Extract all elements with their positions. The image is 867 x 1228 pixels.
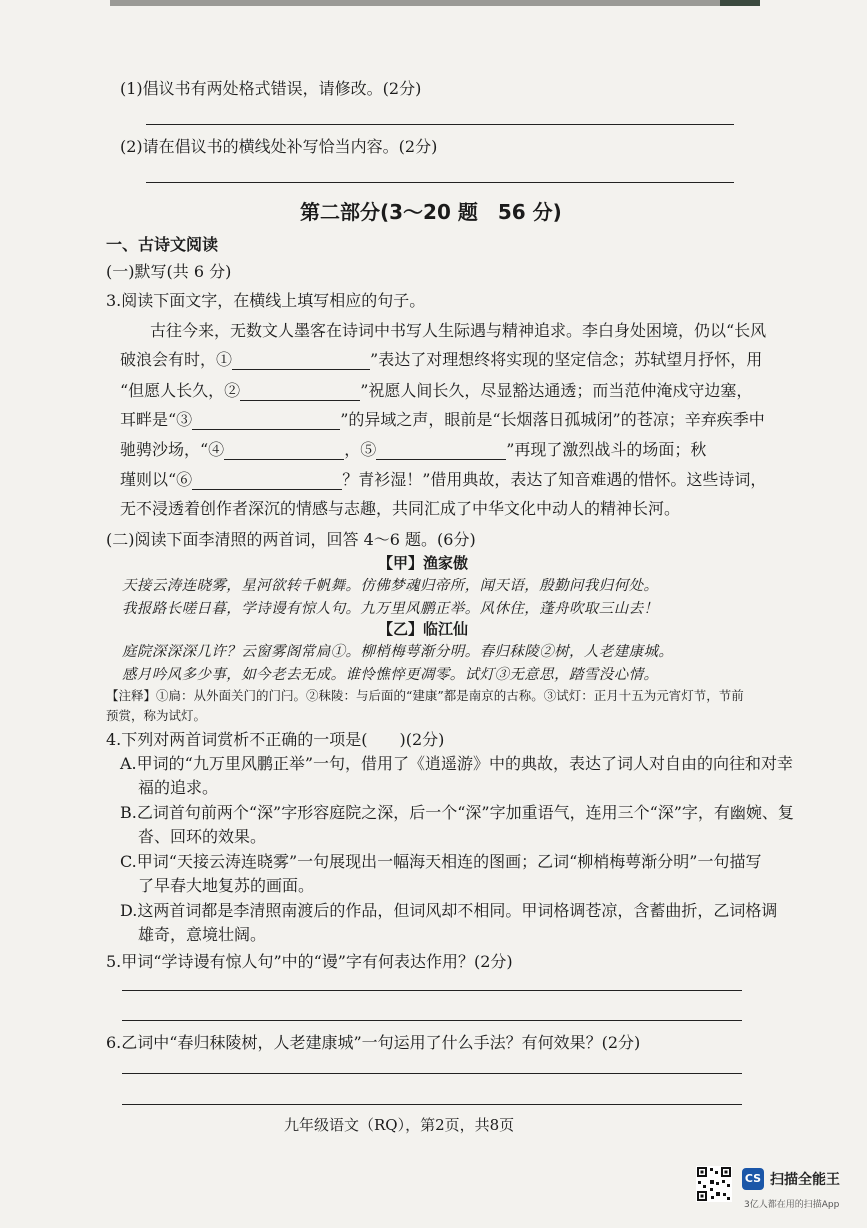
poem-line: 感月吟风多少事，如今老去无成。谁怜憔悴更凋零。试灯③无意思，踏雪没心情。: [122, 667, 659, 683]
fill-blank-6[interactable]: [192, 471, 342, 490]
answer-line[interactable]: [122, 990, 742, 991]
fill-blank-1[interactable]: [232, 351, 370, 370]
answer-line[interactable]: [122, 1104, 742, 1105]
answer-line[interactable]: [122, 1073, 742, 1074]
poem-line: 庭院深深深几许？云窗雾阁常扃①。柳梢梅萼渐分明。春归秣陵②树，人老建康城。: [122, 644, 674, 660]
poem-line: 天接云涛连晓雾，星河欲转千帆舞。仿佛梦魂归帝所，闻天语，殷勤问我归何处。: [122, 578, 659, 594]
poem-line: 我报路长嗟日暮，学诗谩有惊人句。九万里风鹏正举。风休住，蓬舟吹取三山去！: [122, 601, 659, 617]
option-b: 沓、回环的效果。: [138, 827, 267, 846]
brand-tagline: 3亿人都在用的扫描App: [744, 1200, 840, 1210]
passage-line: “但愿人长久，② ”祝愿人间长久，尽显豁达通透；而当范仲淹戍守边塞，: [120, 381, 753, 400]
poem-title: 【甲】渔家傲: [378, 554, 469, 572]
question-1-2: (2)请在倡议书的横线处补写恰当内容。(2分): [120, 137, 438, 156]
option-a: A.甲词的“九万里风鹏正举”一句，借用了《逍遥游》中的典故，表达了词人对自由的向往和对幸: [120, 754, 794, 773]
qr-code-icon: [696, 1166, 732, 1202]
option-a: 福的追求。: [138, 778, 219, 797]
fill-blank-3[interactable]: [192, 411, 340, 430]
question-4-stem: 4.下列对两首词赏析不正确的一项是( )(2分): [106, 730, 445, 749]
section-heading: 一、古诗文阅读: [106, 235, 219, 254]
camscanner-logo: CS: [742, 1168, 764, 1190]
passage-line: 瑾则以“⑥ ？青衫湿！”借用典故，表达了知音难遇的惜怀。这些诗词，: [120, 470, 767, 489]
brand-name: 扫描全能王: [770, 1172, 840, 1188]
passage-line: 耳畔是“③ ”的异域之声，眼前是“长烟落日孤城闭”的苍凉；辛弃疾季中: [120, 410, 765, 429]
answer-line[interactable]: [146, 124, 734, 125]
question-1-1: (1)倡议书有两处格式错误，请修改。(2分): [120, 79, 422, 98]
passage-line: 无不浸透着创作者深沉的情感与志趣，共同汇成了中华文化中动人的精神长河。: [120, 499, 681, 518]
option-d: 雄奇，意境壮阔。: [138, 925, 267, 944]
passage-line: 破浪会有时，① ”表达了对理想终将实现的坚定信念；苏轼望月抒怀，用: [120, 350, 763, 369]
passage-line: 驰骋沙场，“④ ，⑤ ”再现了激烈战斗的场面；秋: [120, 440, 707, 459]
question-6: 6.乙词中“春归秣陵树，人老建康城”一句运用了什么手法？有何效果？(2分): [106, 1033, 641, 1052]
question-3-stem: 3.阅读下面文字，在横线上填写相应的句子。: [106, 291, 426, 310]
fill-blank-2[interactable]: [240, 382, 360, 401]
option-c: 了早春大地复苏的画面。: [138, 876, 315, 895]
option-c: C.甲词“天接云涛连晓雾”一句展现出一幅海天相连的图画；乙词“柳梢梅萼渐分明”一句描写: [120, 852, 762, 871]
fill-blank-4[interactable]: [224, 441, 344, 460]
subsection-heading: (二)阅读下面李清照的两首词，回答 4～6 题。(6分): [106, 530, 476, 549]
page-footer: 九年级语文（RQ），第2页，共8页: [284, 1116, 515, 1134]
part-title: 第二部分(3～20 题 56 分): [300, 200, 562, 224]
option-d: D.这两首词都是李清照南渡后的作品，但词风却不相同。甲词格调苍凉，含蓄曲折，乙词格调: [120, 901, 778, 920]
option-b: B.乙词首句前两个“深”字形容庭院之深，后一个“深”字加重语气，连用三个“深”字，有幽婉、复: [120, 803, 794, 822]
question-5: 5.甲词“学诗谩有惊人句”中的“谩”字有何表达作用？(2分): [106, 952, 513, 971]
passage-line: 古往今来，无数文人墨客在诗词中书写人生际遇与精神追求。李白身处困境，仍以“长风: [150, 321, 767, 340]
annotation: 【注释】①扃：从外面关门的门闩。②秣陵：与后面的“建康”都是南京的古称。③试灯：正月十五为元宵灯节，节前: [106, 688, 744, 703]
poem-title: 【乙】临江仙: [378, 620, 469, 638]
fill-blank-5[interactable]: [376, 441, 506, 460]
annotation: 预赏，称为试灯。: [106, 708, 207, 723]
answer-line[interactable]: [122, 1020, 742, 1021]
scan-top-edge: [110, 0, 750, 6]
scan-top-edge-dark: [720, 0, 760, 6]
answer-line[interactable]: [146, 182, 734, 183]
subsection-heading: (一)默写(共 6 分): [106, 262, 232, 281]
